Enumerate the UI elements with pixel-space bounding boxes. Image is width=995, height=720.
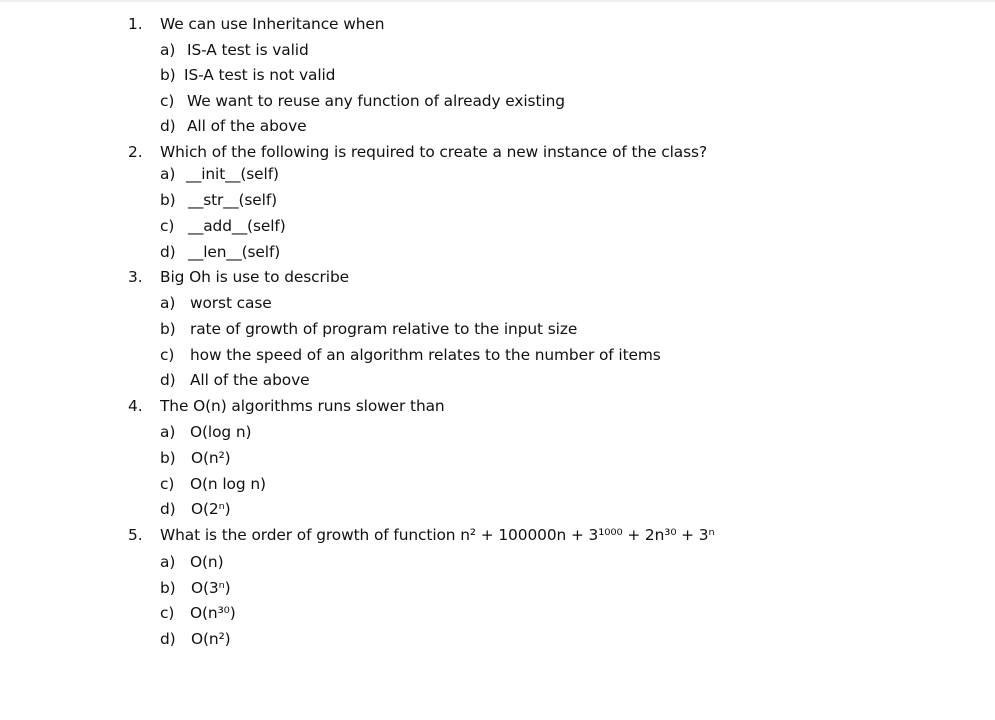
question-number: 2. — [128, 143, 143, 161]
option-letter: b) — [160, 66, 176, 84]
option-letter: b) — [160, 449, 176, 467]
option-text: O(n²) — [191, 449, 231, 467]
option-letter: d) — [160, 371, 176, 389]
option-text: __add__(self) — [188, 217, 286, 235]
option-letter: b) — [160, 579, 176, 597]
option-letter: d) — [160, 243, 176, 261]
option-text: O(3ⁿ) — [191, 579, 231, 597]
option-letter: a) — [160, 294, 176, 312]
option-letter: a) — [160, 553, 176, 571]
option-text: __len__(self) — [188, 243, 281, 261]
question-text: What is the order of growth of function n² + 100000n + 3¹⁰⁰⁰ + 2n³⁰ + 3ⁿ — [160, 526, 715, 544]
question-number: 1. — [128, 15, 143, 33]
option-letter: a) — [160, 423, 176, 441]
option-text: IS-A test is not valid — [184, 66, 336, 84]
question-text: Big Oh is use to describe — [160, 268, 349, 286]
option-text: O(n³⁰) — [190, 604, 236, 622]
option-text: O(n²) — [191, 630, 231, 648]
option-letter: c) — [160, 217, 175, 235]
option-letter: a) — [160, 165, 176, 183]
option-letter: d) — [160, 500, 176, 518]
option-text: We want to reuse any function of already existing — [187, 92, 565, 110]
option-letter: c) — [160, 604, 175, 622]
option-text: O(2ⁿ) — [191, 500, 231, 518]
question-text: The O(n) algorithms runs slower than — [160, 397, 445, 415]
option-letter: d) — [160, 630, 176, 648]
question-number: 4. — [128, 397, 143, 415]
option-text: IS-A test is valid — [187, 41, 309, 59]
page-top-border — [0, 0, 995, 2]
question-number: 3. — [128, 268, 143, 286]
option-text: All of the above — [187, 117, 307, 135]
option-text: how the speed of an algorithm relates to the number of items — [190, 346, 661, 364]
option-letter: d) — [160, 117, 176, 135]
option-text: O(log n) — [190, 423, 252, 441]
option-letter: c) — [160, 346, 175, 364]
option-text: __init__(self) — [186, 165, 279, 183]
option-letter: a) — [160, 41, 176, 59]
option-text: worst case — [190, 294, 272, 312]
option-letter: c) — [160, 92, 175, 110]
question-text: We can use Inheritance when — [160, 15, 385, 33]
option-text: All of the above — [190, 371, 310, 389]
option-text: rate of growth of program relative to the input size — [190, 320, 578, 338]
question-number: 5. — [128, 526, 143, 544]
option-text: __str__(self) — [188, 191, 278, 209]
option-letter: b) — [160, 320, 176, 338]
option-text: O(n log n) — [190, 475, 266, 493]
question-text: Which of the following is required to create a new instance of the class? — [160, 143, 708, 161]
option-letter: b) — [160, 191, 176, 209]
option-letter: c) — [160, 475, 175, 493]
option-text: O(n) — [190, 553, 224, 571]
